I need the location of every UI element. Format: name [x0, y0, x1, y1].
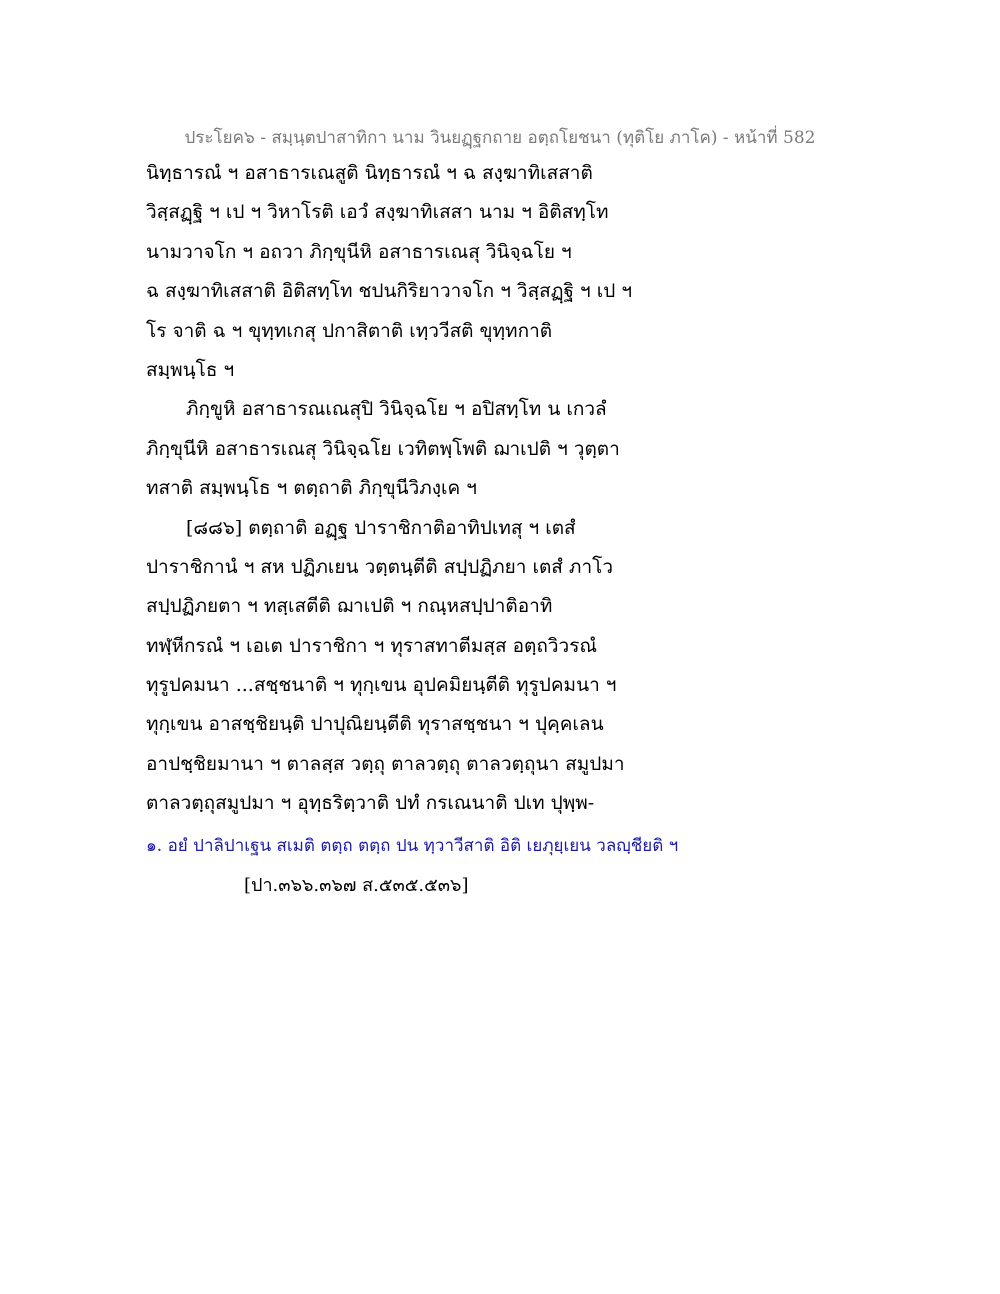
text-line: อาปชฺชิยมานา ฯ ตาลสฺส วตฺถุ ตาลวตฺถุ ตาลวตฺถุนา สมูปมา: [146, 752, 625, 775]
text-line: ปาราชิกานํ ฯ สห ปฏิภเยน วตฺตนฺตีติ สปฺปฏิภยา เตสํ ภาโว: [146, 555, 613, 578]
page-header: [0, 124, 1000, 151]
paragraph-start-line: [๘๘๖] ตตฺถาติ อฏฺฐ ปาราชิกาติอาทิปเทสุ ฯ เตสํ: [186, 516, 576, 539]
text-line: ทุรูปคมนา ...สชฺชนาติ ฯ ทุกฺเขน อุปคมิยนฺตีติ ทุรูปคมนา ฯ: [146, 674, 617, 697]
text-line: นิทฺธารณํ ฯ อสาธารเณสูติ นิทฺธารณํ ฯ ฉ สงฺฆาทิเสสาติ: [146, 162, 593, 184]
paragraph-start-line: ภิกฺขูหิ อสาธารณเณสุปิ วินิจฺฉโย ฯ อปิสทฺโท น เกวลํ: [186, 398, 607, 421]
page-reference: [244, 870, 469, 899]
text-line: ทุกฺเขน อาสชฺชิยนฺติ ปาปุณิยนฺตีติ ทุราสชฺชนา ฯ ปุคฺคเลน: [146, 713, 604, 736]
page-reference-text: [ปา.๓๖๖.๓๖๗ ส.๕๓๕.๕๓๖]: [244, 875, 469, 896]
text-line: ภิกฺขุนีหิ อสาธารเณสุ วินิจฺฉโย เวทิตพฺโพติ ฌาเปติ ฯ วุตฺตา: [146, 437, 620, 460]
text-line: ทฬฺหีกรณํ ฯ เอเต ปาราชิกา ฯ ทุราสทาตีมสฺส อตฺถวิวรณํ: [146, 634, 598, 657]
text-line: ทสาติ สมฺพนฺโธ ฯ ตตฺถาติ ภิกฺขุนีวิภงฺเค ฯ: [146, 477, 477, 500]
body-text: [146, 154, 866, 824]
footnote: [146, 832, 678, 859]
text-line: โร จาติ ฉ ฯ ขุทฺทเกสุ ปกาสิตาติ เทฺววีสติ ขุทฺทกาติ: [146, 319, 553, 342]
text-line: นามวาจโก ฯ อถวา ภิกฺขุนีหิ อสาธารเณสุ วินิจฺฉโย ฯ: [146, 240, 572, 263]
text-line: สปฺปฏิภยตา ฯ ทสฺเสตีติ ฌาเปติ ฯ กณฺหสปฺปาติอาทิ: [146, 595, 553, 618]
header-text: ประโยค๖ - สมฺนฺตปาสาทิกา นาม วินยฏฺฐกถาย อตฺถโยชนา (ทุติโย ภาโค) - หน้าที่ 582: [184, 128, 816, 148]
text-line: ฉ สงฺฆาทิเสสาติ อิติสทฺโท ชปนกิริยาวาจโก ฯ วิสฺสฏฺฐิ ฯ เป ฯ: [146, 280, 633, 303]
text-line: วิสฺสฏฺฐิ ฯ เป ฯ วิหาโรติ เอวํ สงฺฆาทิเสสา นาม ฯ อิติสทฺโท: [146, 201, 609, 224]
text-line: ตาลวตฺถุสมูปมา ฯ อุทฺธริตฺวาติ ปทํ กรเณนาติ ปเท ปุพฺพ-: [146, 792, 595, 815]
text-line: สมฺพนฺโธ ฯ: [146, 358, 235, 381]
footnote-text: ๑. อยํ ปาลิปาเฐน สเมติ ตตฺถ ตตฺถ ปน ทฺวาวีสาติ อิติ เยภุยฺเยน วลญฺชียติ ฯ: [146, 836, 679, 856]
